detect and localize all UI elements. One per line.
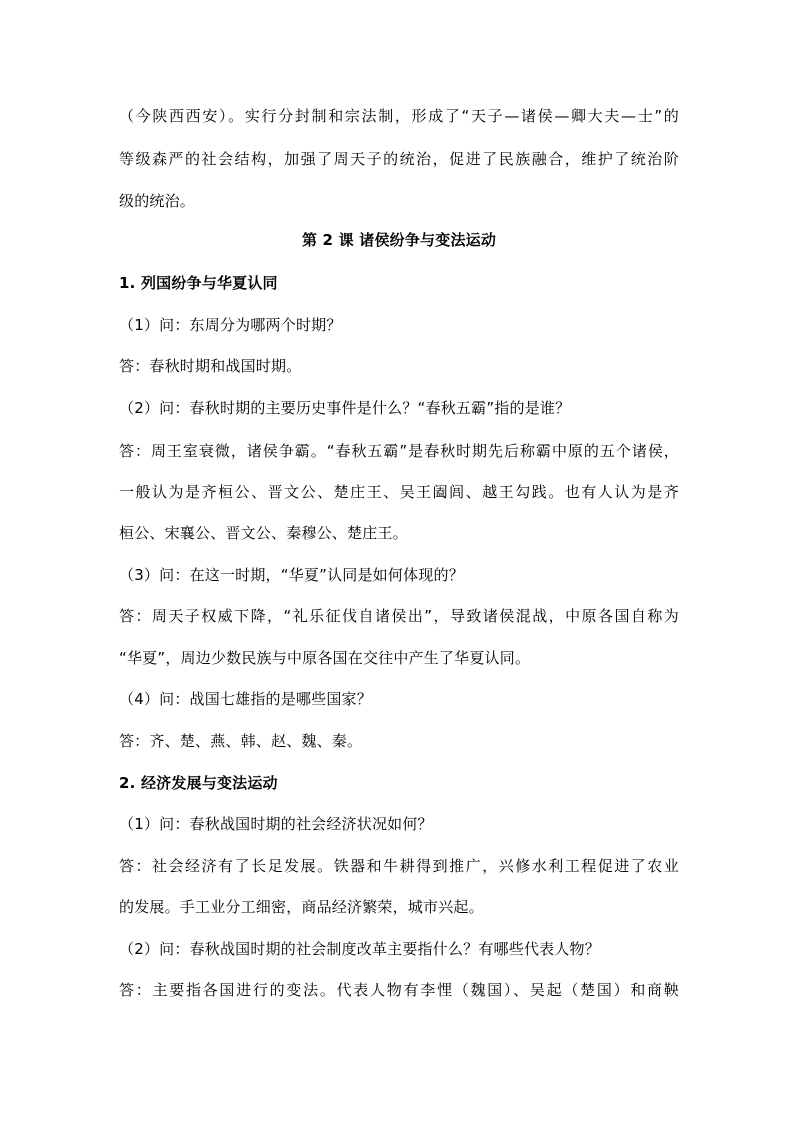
answer-line: “华夏”，周边少数民族与中原各国在交往中产生了华夏认同。 bbox=[119, 649, 531, 667]
lesson-title: 第 2 课 诸侯纷争与变法运动 bbox=[301, 231, 497, 249]
question-line: （3）问：在这一时期，“华夏”认同是如何体现的？ bbox=[119, 566, 464, 584]
question-line: （4）问：战国七雄指的是哪些国家？ bbox=[119, 690, 372, 708]
section-heading: 2. 经济发展与变法运动 bbox=[119, 774, 278, 792]
paragraph-line: （今陕西西安）。实行分封制和宗法制，形成了“天子—诸侯—卿大夫—士”的 bbox=[119, 107, 679, 125]
answer-line: 一般认为是齐桓公、晋文公、楚庄王、吴王阖闾、越王勾践。也有人认为是齐 bbox=[119, 483, 679, 501]
answer-line: 答：主要指各国进行的变法。代表人物有李悝（魏国）、吴起（楚国）和商鞅 bbox=[119, 981, 679, 999]
question-line: （1）问：春秋战国时期的社会经济状况如何？ bbox=[119, 815, 433, 833]
answer-line: 的发展。手工业分工细密，商品经济繁荣，城市兴起。 bbox=[119, 898, 484, 916]
answer-line: 答：周王室衰微，诸侯争霸。“春秋五霸”是春秋时期先后称霸中原的五个诸侯， bbox=[119, 442, 679, 460]
paragraph-line: 级的统治。 bbox=[119, 192, 196, 210]
answer-line: 答：社会经济有了长足发展。铁器和牛耕得到推广，兴修水利工程促进了农业 bbox=[119, 857, 679, 875]
answer-line: 答：春秋时期和战国时期。 bbox=[119, 357, 302, 375]
paragraph-line: 等级森严的社会结构，加强了周天子的统治，促进了民族融合，维护了统治阶 bbox=[119, 150, 679, 168]
question-line: （2）问：春秋时期的主要历史事件是什么？“春秋五霸”指的是谁？ bbox=[119, 399, 571, 417]
answer-line: 答：周天子权威下降，“礼乐征伐自诸侯出”，导致诸侯混战，中原各国自称为 bbox=[119, 607, 679, 625]
question-line: （2）问：春秋战国时期的社会制度改革主要指什么？有哪些代表人物？ bbox=[119, 940, 600, 958]
section-heading: 1. 列国纷争与华夏认同 bbox=[119, 274, 278, 292]
question-line: （1）问：东周分为哪两个时期？ bbox=[119, 316, 342, 334]
answer-line: 桓公、宋襄公、晋文公、秦穆公、楚庄王。 bbox=[119, 524, 408, 542]
answer-line: 答：齐、楚、燕、韩、赵、魏、秦。 bbox=[119, 732, 363, 750]
